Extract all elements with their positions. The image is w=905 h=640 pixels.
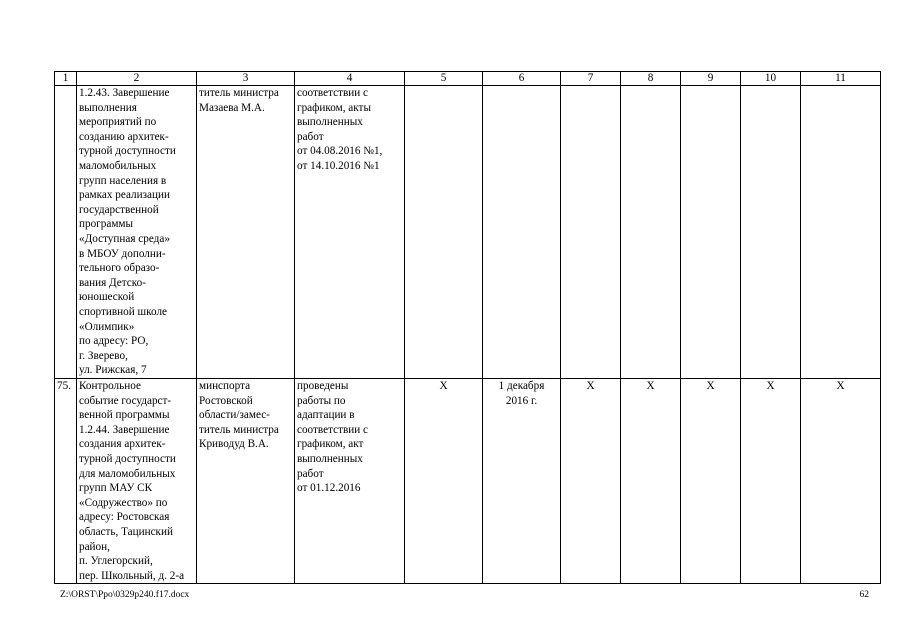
column-header-10: 10	[741, 72, 801, 86]
event-cell: Контрольное событие государст- венной программы 1.2.44. Завершение создания архитек- турной доступности для маломобильных групп МАУ СК «Содружество» по адресу: Ростовская область, Тацинский район, п. Углегорский, пер. Школьный, д. 2-а	[77, 379, 197, 584]
cell-10: X	[741, 379, 801, 584]
column-header-7: 7	[561, 72, 621, 86]
responsible-cell: титель министра Мазаева М.А.	[197, 86, 295, 379]
column-header-2: 2	[77, 72, 197, 86]
row-number: 75.	[55, 379, 77, 584]
footer-file-path: Z:\ORST\Ppo\0329p240.f17.docx	[60, 590, 190, 600]
page-number: 62	[859, 590, 869, 600]
cell-5	[405, 86, 483, 379]
cell-6	[483, 86, 561, 379]
column-header-9: 9	[681, 72, 741, 86]
responsible-cell: минспорта Ростовской области/замес- титель министра Криводуд В.А.	[197, 379, 295, 584]
column-header-4: 4	[295, 72, 405, 86]
column-header-3: 3	[197, 72, 295, 86]
column-header-11: 11	[801, 72, 881, 86]
cell-8: X	[621, 379, 681, 584]
column-header-1: 1	[55, 72, 77, 86]
cell-10	[741, 86, 801, 379]
table-row	[55, 379, 881, 584]
cell-9: X	[681, 379, 741, 584]
column-header-8: 8	[621, 72, 681, 86]
cell-5: X	[405, 379, 483, 584]
column-header-6: 6	[483, 72, 561, 86]
cell-6: 1 декабря 2016 г.	[483, 379, 561, 584]
result-cell: соответствии с графиком, акты выполненных работ от 04.08.2016 №1, от 14.10.2016 №1	[295, 86, 405, 379]
cell-7	[561, 86, 621, 379]
cell-8	[621, 86, 681, 379]
cell-9	[681, 86, 741, 379]
result-cell: проведены работы по адаптации в соответствии с графиком, акт выполненных работ от 01.12.2016	[295, 379, 405, 584]
header-row	[55, 72, 881, 86]
column-header-5: 5	[405, 72, 483, 86]
event-cell: 1.2.43. Завершение выполнения мероприятий по созданию архитек- турной доступности маломобильных групп населения в рамках реализации государственной программы «Доступная среда» в МБОУ дополни- тельного образо- вания Детско- юношеской спортивной школе «Олимпик» по адресу: РО, г. Зверево, ул. Рижская, 7	[77, 86, 197, 379]
cell-7: X	[561, 379, 621, 584]
row-number	[55, 86, 77, 379]
cell-11: X	[801, 379, 881, 584]
cell-11	[801, 86, 881, 379]
table-row	[55, 86, 881, 379]
report-table	[54, 71, 881, 584]
